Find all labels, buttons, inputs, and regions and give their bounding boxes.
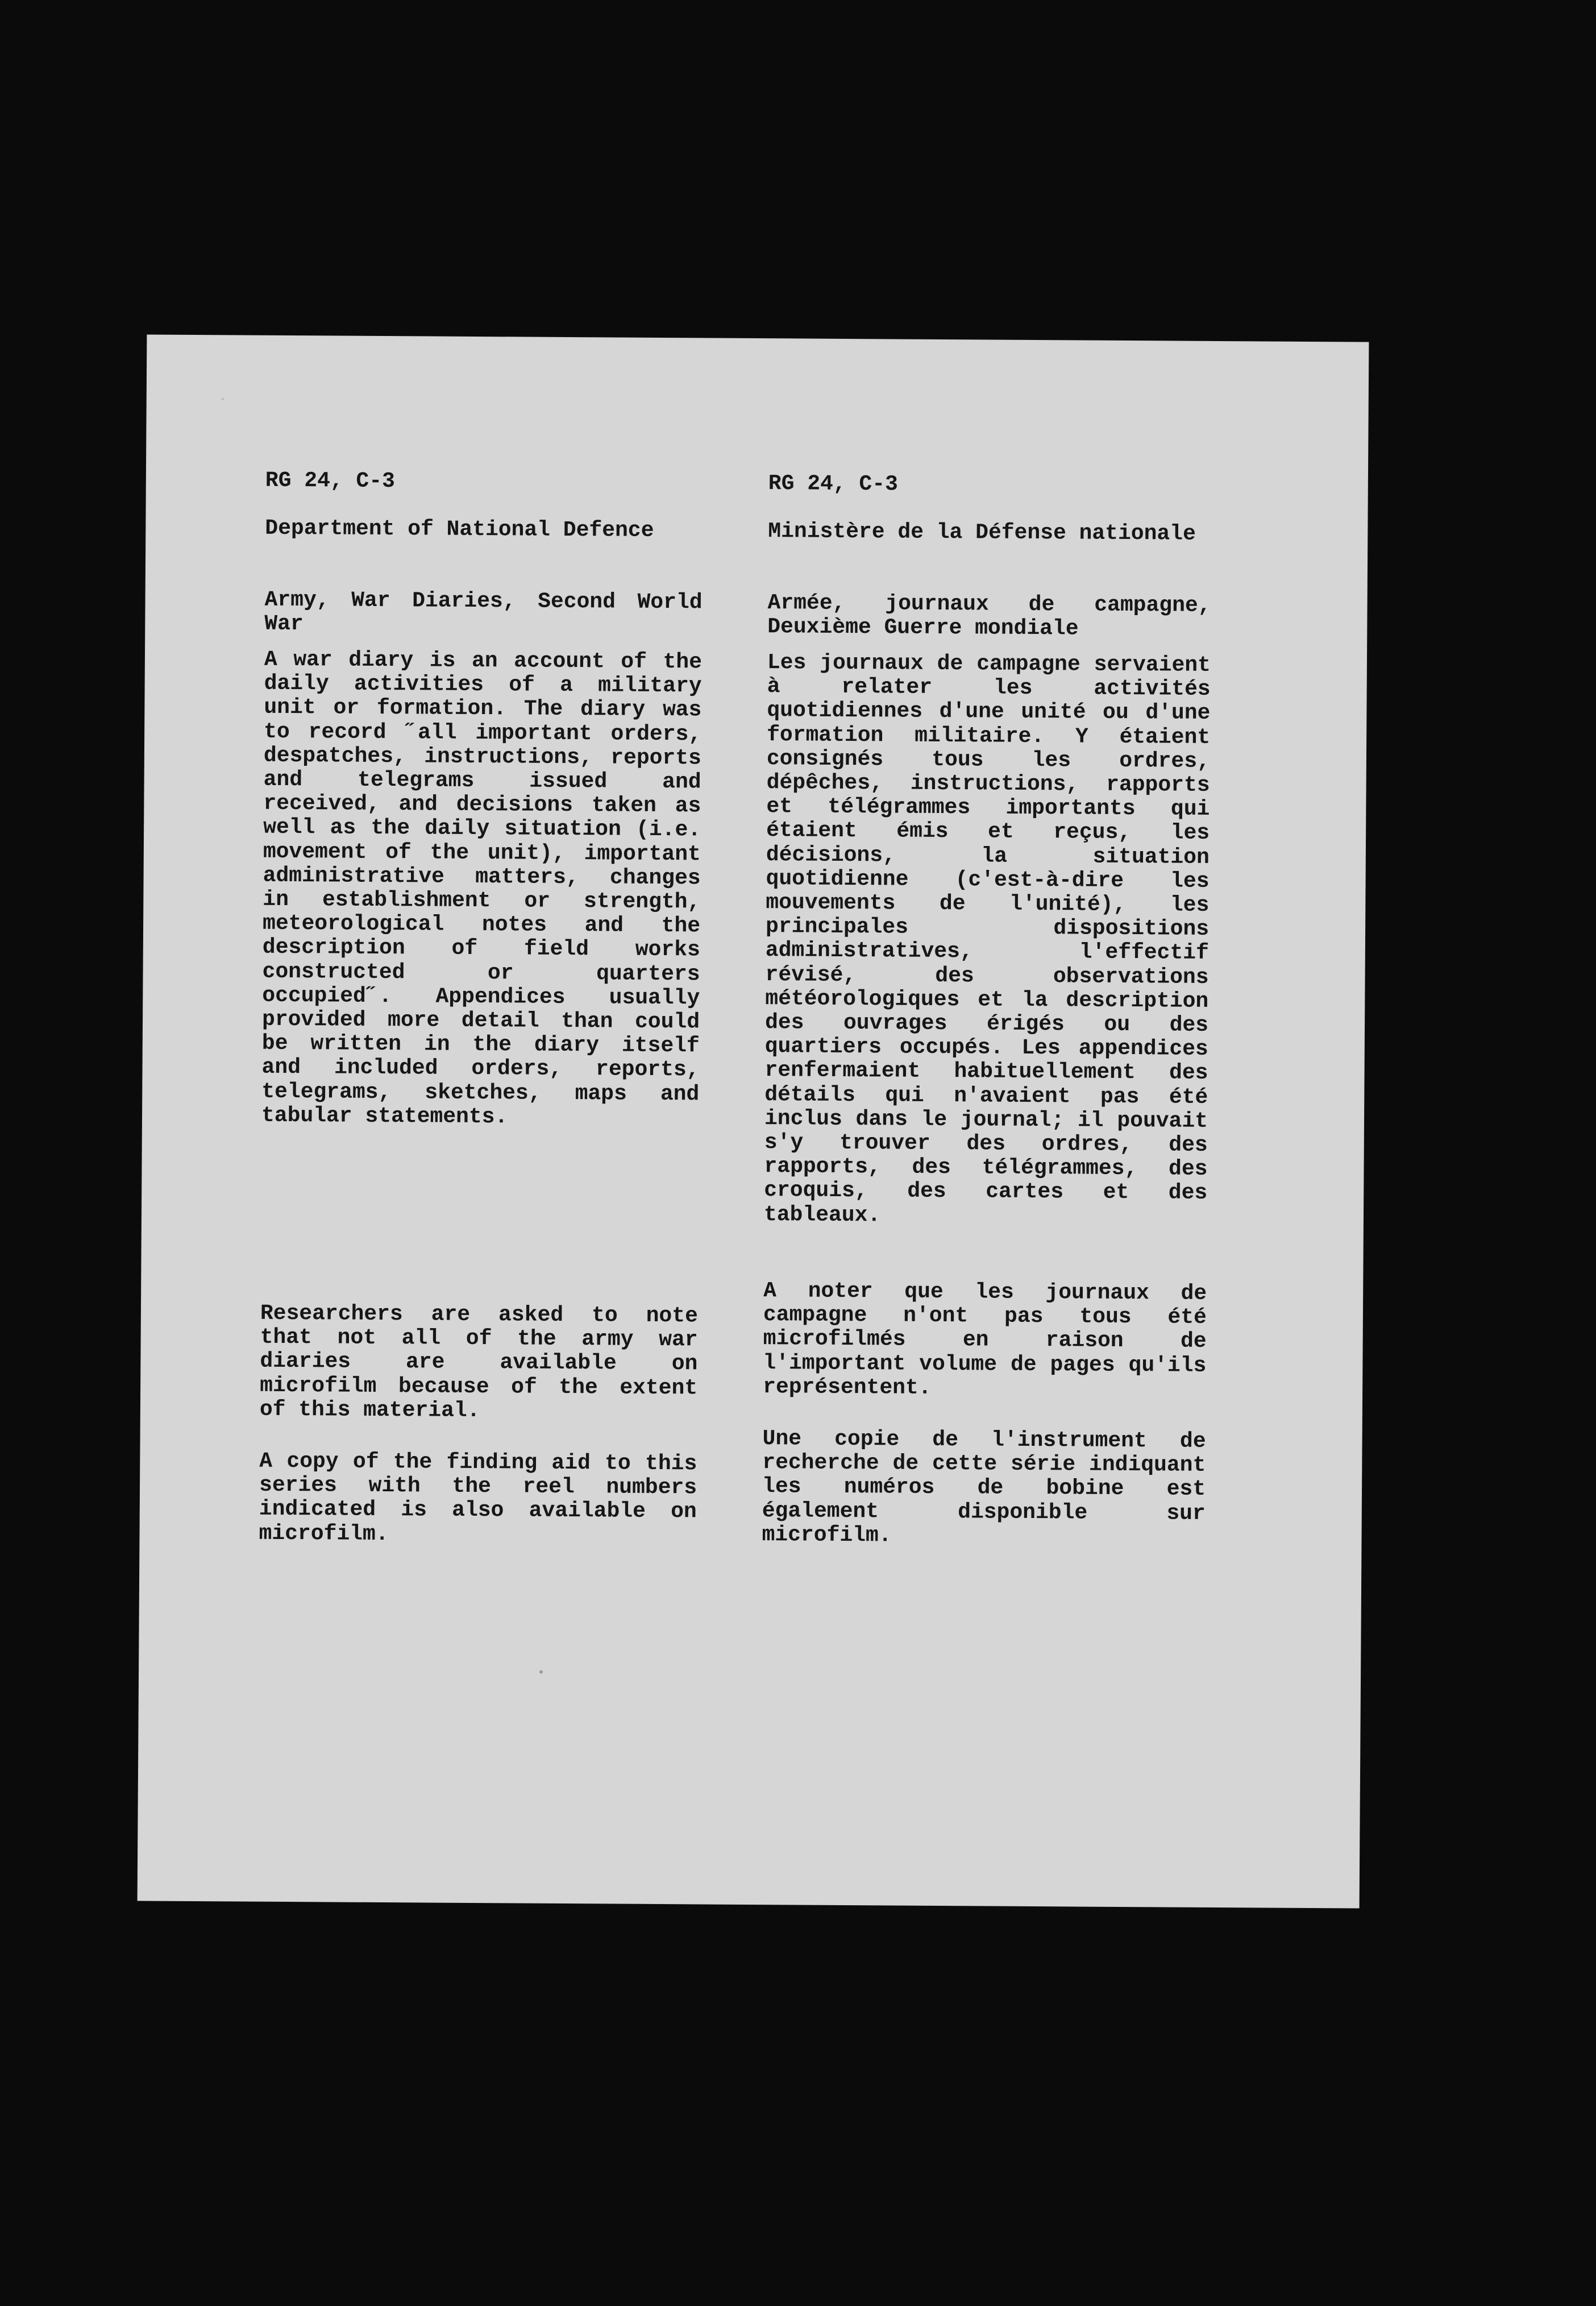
- department-name: Ministère de la Défense nationale: [768, 519, 1196, 546]
- document-page: [138, 334, 1369, 1908]
- french-column: [762, 472, 1212, 1550]
- series-title: Armée, journaux de campagne, Deuxième Guerre mondiale: [767, 591, 1211, 641]
- researchers-note-paragraph: A noter que les journaux de campagne n'ont pas tous été microfilmés en raison de l'important volume de pages qu'ils représentent.: [763, 1279, 1207, 1400]
- department-name: Department of National Defence: [265, 516, 654, 543]
- record-group-reference: RG 24, C-3: [265, 468, 396, 494]
- description-paragraph: Les journaux de campagne servaient à relater les activités quotidiennes d'une unité ou d'une formation militaire. Y étaient consignés tous les ordres, dépêches, instructions, rapports et télégrammes importants qui étaient émis et reçus, les décisions, la situation quotidienne (c'est-à-dire les mouvements de l'unité), les principales dispositions administratives, l'effectif révisé, des observations météorologiques et la description des ouvrages érigés ou des quartiers occupés. Les appendices renfermaient habituellement des détails qui n'avaient pas été inclus dans le journal; il pouvait s'y trouver des ordres, des rapports, des télégrammes, des croquis, des cartes et des tableaux.: [763, 650, 1211, 1228]
- record-group-reference: RG 24, C-3: [768, 471, 899, 497]
- researchers-note-paragraph: Researchers are asked to note that not all of the army war diaries are available on microfilm because of the extent of this material.: [259, 1301, 699, 1423]
- finding-aid-paragraph: A copy of the finding aid to this series with the reel numbers indicated is also available on microfilm.: [259, 1449, 697, 1546]
- paper-speck: [539, 1670, 543, 1674]
- series-title: Army, War Diaries, Second World War: [264, 587, 703, 637]
- description-paragraph: A war diary is an account of the daily activities of a military unit or formation. The diary was to record ˝all important orders, despatches, instructions, reports and telegrams issued and received, and decisions taken as well as the daily situation (i.e. movement of the unit), important administrative matters, changes in establishment or strength, meteorological notes and the description of field works constructed or quarters occupied˝. Appendices usually provided more detail than could be written in the diary itself and included orders, reports, telegrams, sketches, maps and tabular statements.: [261, 647, 703, 1130]
- english-column: [259, 469, 703, 1548]
- finding-aid-paragraph: Une copie de l'instrument de recherche de cette série indiquant les numéros de bobine est également disponible sur microfilm.: [762, 1426, 1206, 1548]
- paper-speck: [222, 397, 225, 400]
